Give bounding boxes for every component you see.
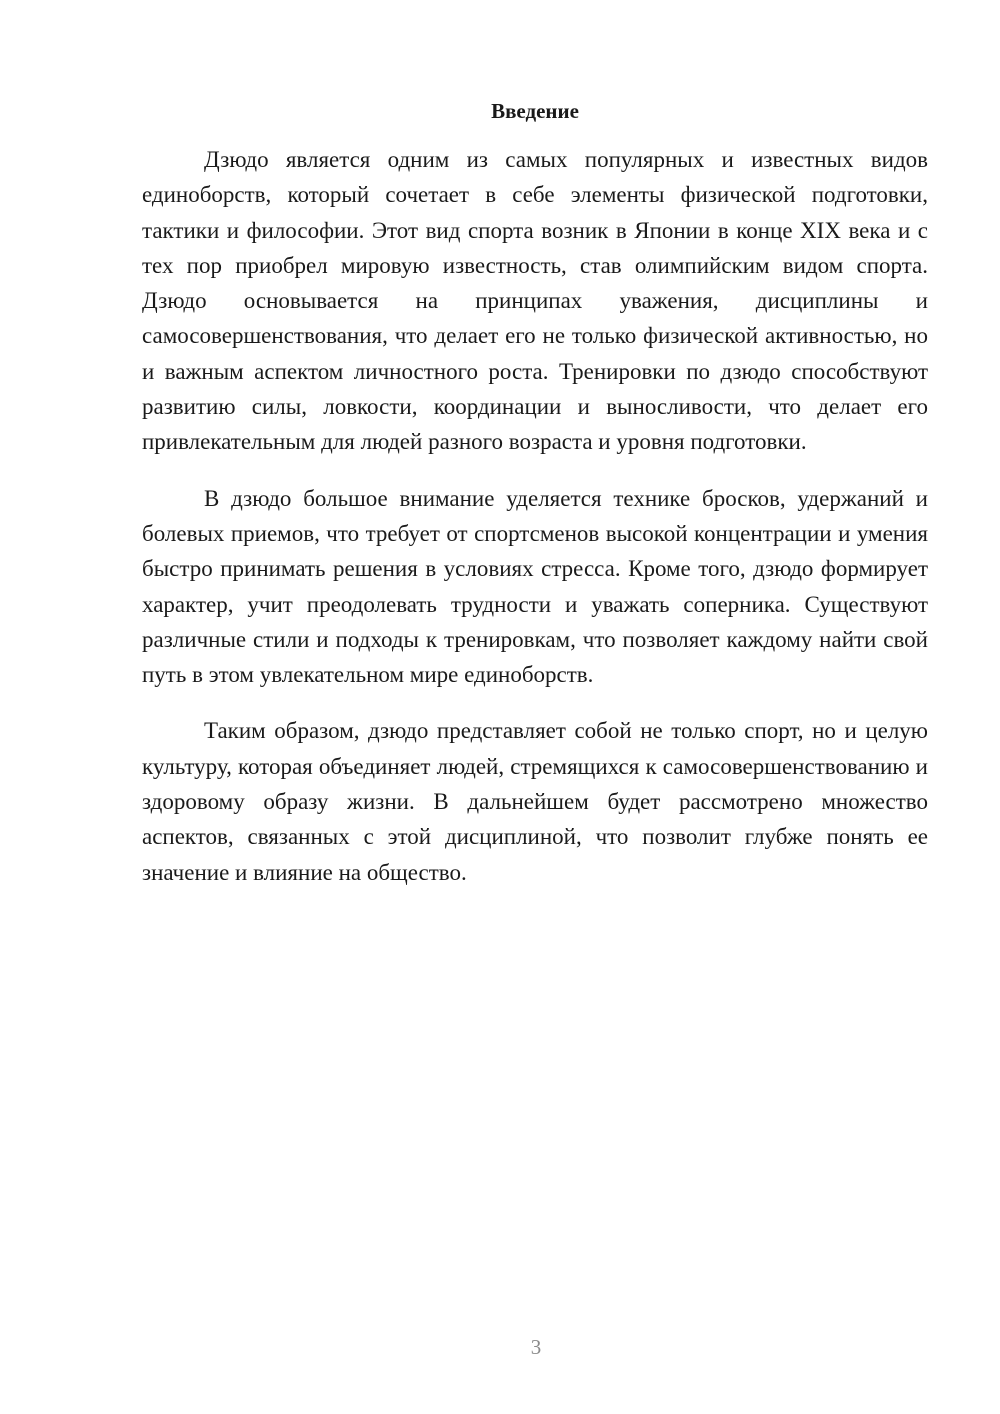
page-number: 3 [530, 1335, 542, 1359]
paragraph-2: В дзюдо большое внимание уделяется технике бросков, удержаний и болевых приемов, что требует от спортсменов высокой концентрации и умения быстро принимать решения в условиях стресса. Кроме того, дзюдо формирует характер, учит преодолевать трудности и уважать соперника. Существуют различные стили и подходы к тренировкам, что позволяет каждому найти свой путь в этом увлекательном мире единоборств. [142, 485, 928, 688]
section-heading: Введение [491, 99, 579, 123]
paragraph-3: Таким образом, дзюдо представляет собой не только спорт, но и целую культуру, которая объединяет людей, стремящихся к самосовершенствованию и здоровому образу жизни. В дальнейшем будет рассмотрено множество аспектов, связанных с этой дисциплиной, что позволит глубже понять ее значение и влияние на общество. [142, 718, 928, 885]
body-text [142, 142, 928, 911]
paragraph-1: Дзюдо является одним из самых популярных и известных видов единоборств, который сочетает в себе элементы физической подготовки, тактики и философии. Этот вид спорта возник в Японии в конце XIX века и с тех пор приобрел мировую известность, став олимпийским видом спорта. Дзюдо основывается на принципах уважения, дисциплины и самосовершенствования, что делает его не только физической активностью, но и важным аспектом личностного роста. Тренировки по дзюдо способствуют развитию силы, ловкости, координации и выносливости, что делает его привлекательным для людей разного возраста и уровня подготовки. [142, 147, 928, 455]
